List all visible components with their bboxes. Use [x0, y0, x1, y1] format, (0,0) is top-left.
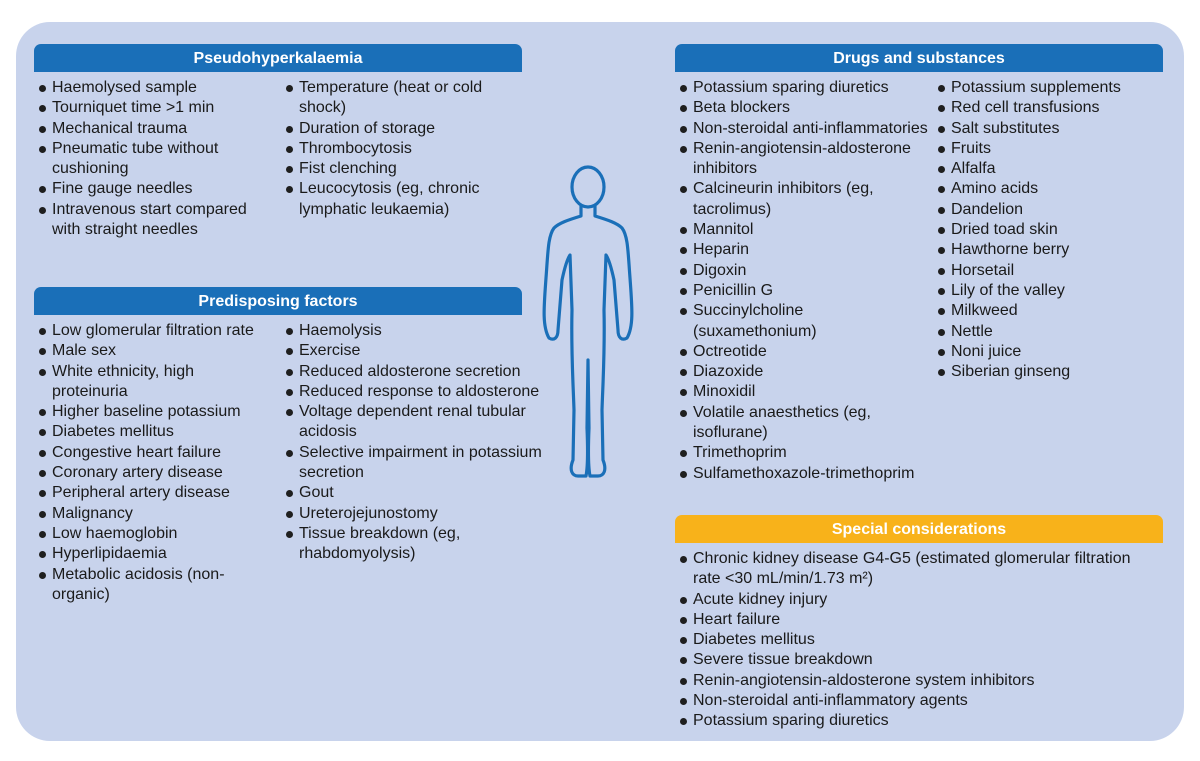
predisposing-factors-list-left — [38, 321, 274, 605]
list-item: Reduced response to aldosterone — [285, 382, 553, 402]
list-item: Potassium supplements — [937, 78, 1157, 98]
list-item: Heparin — [679, 240, 929, 260]
list-item: Nettle — [937, 322, 1157, 342]
list-item: Fine gauge needles — [38, 179, 274, 199]
pseudohyperkalaemia-header: Pseudohyperkalaemia — [34, 44, 522, 72]
list-item: Fruits — [937, 139, 1157, 159]
list-item: Succinylcholine (suxamethonium) — [679, 301, 929, 342]
list-item: Duration of storage — [285, 119, 517, 139]
drugs-substances-header: Drugs and substances — [675, 44, 1163, 72]
list-item: Hawthorne berry — [937, 240, 1157, 260]
list-item: Dried toad skin — [937, 220, 1157, 240]
list-item: Selective impairment in potassium secretion — [285, 443, 553, 484]
list-item: Horsetail — [937, 261, 1157, 281]
list-item: Pneumatic tube without cushioning — [38, 139, 274, 180]
list-item: Milkweed — [937, 301, 1157, 321]
list-item: Heart failure — [679, 610, 1159, 630]
list-item: White ethnicity, high proteinuria — [38, 362, 274, 403]
list-item: Ureterojejunostomy — [285, 504, 553, 524]
list-item: Tissue breakdown (eg, rhabdomyolysis) — [285, 524, 553, 565]
list-item: Malignancy — [38, 504, 274, 524]
list-item: Dandelion — [937, 200, 1157, 220]
list-item: Octreotide — [679, 342, 929, 362]
list-item: Voltage dependent renal tubular acidosis — [285, 402, 553, 443]
list-item: Haemolysis — [285, 321, 553, 341]
list-item: Thrombocytosis — [285, 139, 517, 159]
list-item: Potassium sparing diuretics — [679, 711, 1159, 731]
list-item: Congestive heart failure — [38, 443, 274, 463]
list-item: Trimethoprim — [679, 443, 929, 463]
list-item: Exercise — [285, 341, 553, 361]
list-item: Chronic kidney disease G4-G5 (estimated glomerular filtration rate <30 mL/min/1.73 m²) — [679, 549, 1159, 590]
list-item: Higher baseline potassium — [38, 402, 274, 422]
list-item: Diabetes mellitus — [679, 630, 1159, 650]
list-item: Beta blockers — [679, 98, 929, 118]
list-item: Renin-angiotensin-aldosterone system inhibitors — [679, 671, 1159, 691]
list-item: Hyperlipidaemia — [38, 544, 274, 564]
predisposing-factors-header: Predisposing factors — [34, 287, 522, 315]
list-item: Non-steroidal anti-inflammatory agents — [679, 691, 1159, 711]
list-item: Penicillin G — [679, 281, 929, 301]
list-item: Minoxidil — [679, 382, 929, 402]
list-item: Sulfamethoxazole-trimethoprim — [679, 464, 929, 484]
list-item: Peripheral artery disease — [38, 483, 274, 503]
list-item: Metabolic acidosis (non-organic) — [38, 565, 274, 606]
list-item: Severe tissue breakdown — [679, 650, 1159, 670]
list-item: Haemolysed sample — [38, 78, 274, 98]
list-item: Lily of the valley — [937, 281, 1157, 301]
list-item: Alfalfa — [937, 159, 1157, 179]
list-item: Diabetes mellitus — [38, 422, 274, 442]
list-item: Non-steroidal anti-inflammatories — [679, 119, 929, 139]
list-item: Digoxin — [679, 261, 929, 281]
list-item: Tourniquet time >1 min — [38, 98, 274, 118]
list-item: Noni juice — [937, 342, 1157, 362]
list-item: Mannitol — [679, 220, 929, 240]
list-item: Salt substitutes — [937, 119, 1157, 139]
list-item: Diazoxide — [679, 362, 929, 382]
predisposing-factors-list-right — [285, 321, 553, 565]
list-item: Male sex — [38, 341, 274, 361]
list-item: Amino acids — [937, 179, 1157, 199]
drugs-substances-list-left — [679, 78, 929, 484]
list-item: Gout — [285, 483, 553, 503]
list-item: Fist clenching — [285, 159, 517, 179]
list-item: Intravenous start compared with straight needles — [38, 200, 274, 241]
human-silhouette-icon — [538, 160, 638, 490]
list-item: Low haemoglobin — [38, 524, 274, 544]
list-item: Coronary artery disease — [38, 463, 274, 483]
list-item: Red cell transfusions — [937, 98, 1157, 118]
list-item: Acute kidney injury — [679, 590, 1159, 610]
drugs-substances-list-right — [937, 78, 1157, 382]
list-item: Mechanical trauma — [38, 119, 274, 139]
list-item: Reduced aldosterone secretion — [285, 362, 553, 382]
pseudohyperkalaemia-list-right — [285, 78, 517, 220]
list-item: Leucocytosis (eg, chronic lymphatic leukaemia) — [285, 179, 517, 220]
list-item: Volatile anaesthetics (eg, isoflurane) — [679, 403, 929, 444]
list-item: Low glomerular filtration rate — [38, 321, 274, 341]
list-item: Temperature (heat or cold shock) — [285, 78, 517, 119]
special-considerations-header: Special considerations — [675, 515, 1163, 543]
list-item: Renin-angiotensin-aldosterone inhibitors — [679, 139, 929, 180]
special-considerations-list — [679, 549, 1159, 732]
list-item: Siberian ginseng — [937, 362, 1157, 382]
pseudohyperkalaemia-list-left — [38, 78, 274, 240]
list-item: Calcineurin inhibitors (eg, tacrolimus) — [679, 179, 929, 220]
list-item: Potassium sparing diuretics — [679, 78, 929, 98]
